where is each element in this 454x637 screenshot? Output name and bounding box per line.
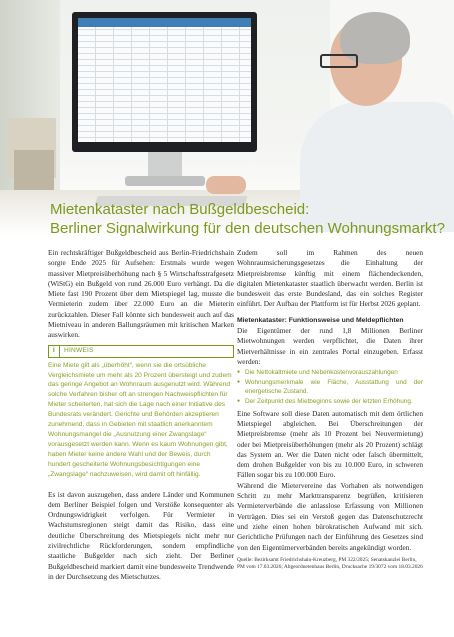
person [290,10,454,210]
column-left [48,248,234,582]
column-right [237,248,423,572]
paragraph: Es ist davon auszugehen, dass andere Länder und Kommunen dem Berliner Beispiel folgen und Verstöße konsequenter als Ordnungswidrigkeit verfolgen. Für Vermieter in Wachstumsregionen steigt damit das Risiko, dass eine deutliche Überschreitung des Mietspiegels nicht mehr nur zivilrechtliche Rückforderungen, sondern empfindliche staatliche Bußgelder nach sich zieht. Der Berliner Bußgeldbescheid markiert damit eine bundesweite Trendwende in der Durchsetzung des Mietschutzes. [48,489,234,581]
binders [14,150,54,195]
paragraph: Die Eigentümer der rund 1,8 Millionen Berliner Mietwohnungen werden verpflichtet, die Daten ihrer Mietverhältnisse in ein zentrales Portal einzugeben. Erfasst werden: [237,326,423,366]
paragraph: Eine Software soll diese Daten automatisch mit dem örtlichen Mietspiegel abgleichen. Bei Überschreitungen der Mietpreisbremse (mehr als 10 Prozent bei Neuvermietung) oder bei Mietpreisüberhöhungen (mehr als 20 Prozent) schlägt das System an. Wer die Daten nicht oder falsch übermittelt, dem drohen Bußgelder von bis zu 10.000 Euro, in schweren Fällen sogar bis zu 100.000 Euro. [237,408,423,480]
person-hand [206,176,246,194]
paragraph: Zudem soll im Rahmen des neuen Wohnraumsicherungsgesetzes die Einhaltung der Mietpreisbremse künftig mit einem flächendeckenden, digitalen Mietenkataster staatlich überwacht werden. Berlin ist bundesweit das erste Bundesland, das ein solches Register einführt. Der Aufbau der Plattform ist für Herbst 2026 geplant. [237,248,423,309]
paragraph: Während die Mietervereine das Vorhaben als notwendigen Schritt zu mehr Markttransparenz begrüßen, kritisieren Vermieterverbände die anlasslose Erfassung von Millionen Verträgen. Dies sei ein Verstoß gegen das Datenschutzrecht und ziehe einen hohen bürokratischen Aufwand mit sich. Gerichtliche Prüfungen nach der Einführung des Gesetzes sind von den Eigentümerverbänden bereits angekündigt worden. [237,480,423,552]
list-item: ● Die Nettokaltmiete und Nebenkostenvorauszahlungen [237,368,423,378]
bullet-list [237,368,423,406]
hinweis-box-header [48,345,234,358]
monitor-stand [148,152,182,178]
monitor [72,12,257,152]
sub-heading: Mietenkataster: Funktionsweise und Meldepflichten [237,316,404,324]
title-line-1: Mietenkataster nach Bußgeldbescheid: [50,201,310,218]
info-icon: i [49,346,60,357]
monitor-foot [125,176,205,186]
list-item: ● Der Zeitpunkt des Mietbeginns sowie der letzten Erhöhung. [237,397,423,407]
source-note: Quelle: Bezirksamt Friedrichshain-Kreuzberg, PM 322/2025; Senatskanzlei Berlin, PM vom 17.03.2026; Abgeordnetenhaus Berlin, Drucksache 19/3072 vom 18.03.2026 [237,556,423,571]
hinweis-label: HINWEIS [64,347,94,355]
article-title [50,200,450,238]
hinweis-text: Eine Miete gilt als „überhöht“, wenn sie die ortsübliche Vergleichsmiete um mehr als 20 Prozent übersteigt und zudem das geringe Angebot an Wohnraum ausgenutzt wird. Während solche Verfahren bisher oft an strengen Nachweispflichten für Mieter scheiterten, hat sich die Lage nach einer Initiative des Bundesrats verändert. Gerichte und Behörden akzeptieren zunehmend, dass in Gebieten mit staatlich anerkanntem Wohnungsmangel die „Ausnutzung einer Zwangslage“ vorausgesetzt werden kann. Wenn es kaum Wohnungen gibt, haben Mieter keine andere Wahl und der Beweis, durch hundert gescheiterte Wohnungsbesichtigungen eine „Zwangslage“ nachzuweisen, wird damit oft hinfällig. [48,361,232,478]
title-line-2: Berliner Signalwirkung für den deutschen Wohnungsmarkt? [50,220,445,237]
intro-paragraph: Ein rechtskräftiger Bußgeldbescheid aus Berlin-Friedrichshain sorgte Ende 2025 für Aufsehen: Erstmals wurde wegen massiver Mietpreisüberhöhung nach § 5 Wirtschaftsstrafgesetz (WiStG) ein Bußgeld von rund 26.000 Euro verhängt. Da die Miete fast 190 Prozent über dem Mietspiegel lag, musste die Vermieterin zudem über 22.000 Euro an die Mieterin zurückzahlen. Dieser Fall könnte sich bundesweit auch auf das Mietniveau in anderen Ballungsräumen mit kritischen Marken auswirken. [48,248,234,340]
spreadsheet-screen [78,18,251,142]
list-item: ● Wohnungsmerkmale wie Fläche, Ausstattung und der energetische Zustand. [237,378,423,397]
spacer [48,480,234,490]
glasses [320,54,358,68]
